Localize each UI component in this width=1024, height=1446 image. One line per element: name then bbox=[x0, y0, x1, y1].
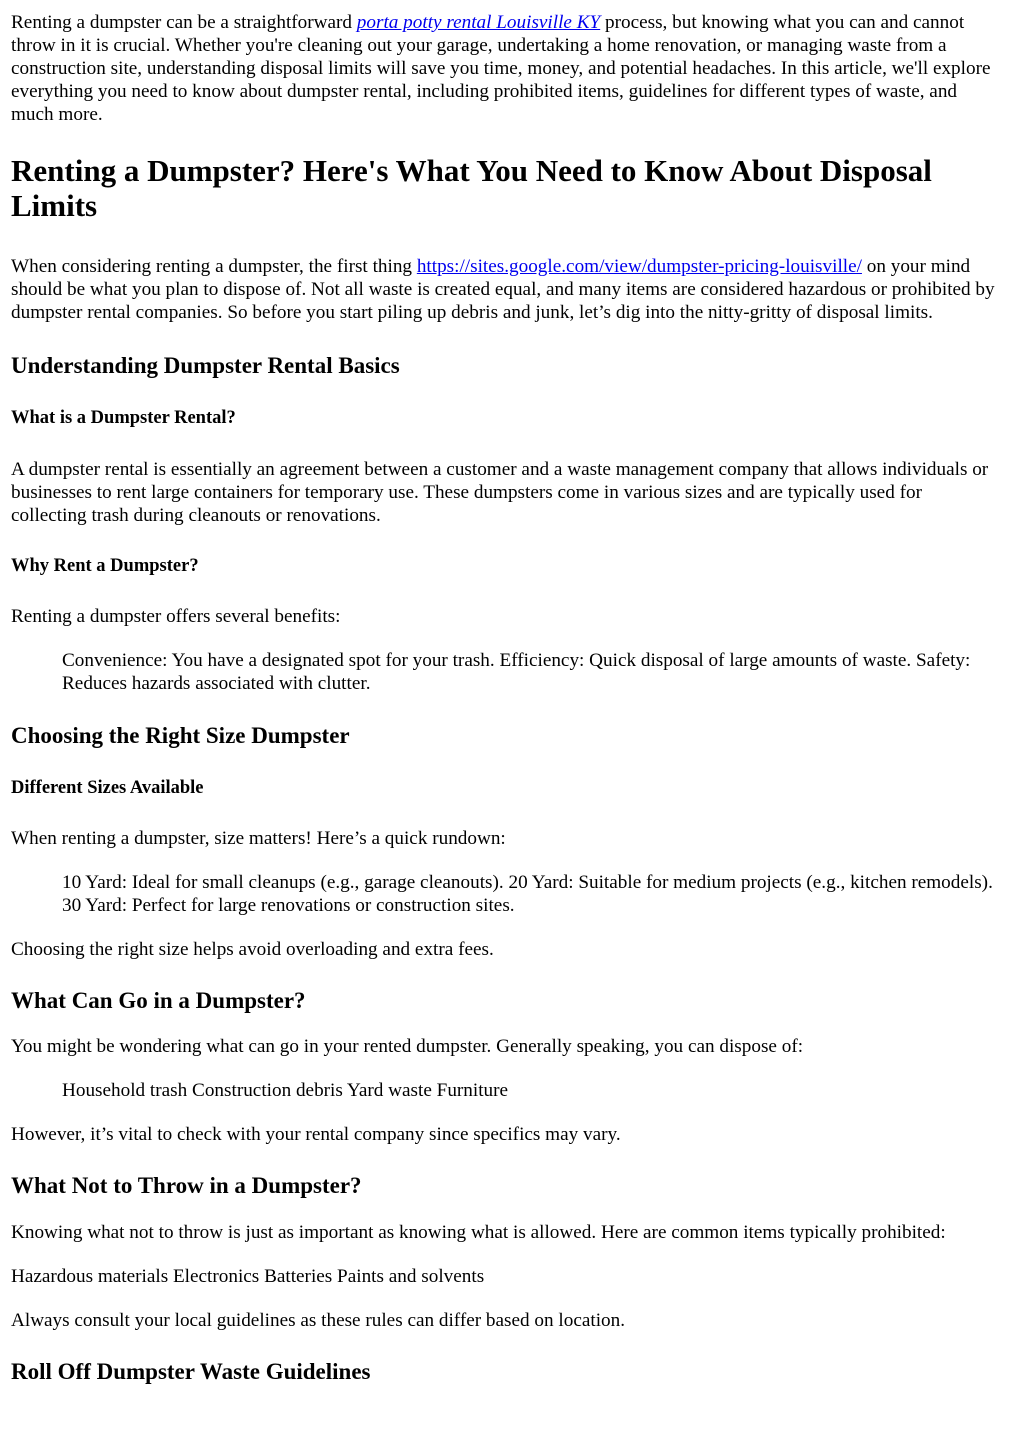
rolloff-heading: Roll Off Dumpster Waste Guidelines bbox=[11, 1359, 371, 1384]
prohibited-list: Hazardous materials Electronics Batteries Paints and solvents bbox=[11, 1266, 485, 1287]
dumpster-pricing-link[interactable]: https://sites.google.com/view/dumpster-pricing-louisville/ bbox=[416, 256, 862, 277]
allowed-note-paragraph: However, it’s vital to check with your rental company since specifics may vary. bbox=[11, 1124, 621, 1145]
intro-text-before-link: Renting a dumpster can be a straightforward bbox=[11, 12, 357, 33]
sizes-list: 10 Yard: Ideal for small cleanups (e.g., garage cleanouts). 20 Yard: Suitable for medium projects (e.g., kitchen remodels). 30 Yard: Perfect for large renovations or construction sites. bbox=[62, 872, 993, 916]
allowed-heading: What Can Go in a Dumpster? bbox=[11, 988, 306, 1013]
porta-potty-link[interactable]: porta potty rental Louisville KY bbox=[356, 12, 601, 33]
considering-paragraph bbox=[11, 255, 1001, 324]
what-is-paragraph: A dumpster rental is essentially an agreement between a customer and a waste management company that allows individuals or businesses to rent large containers for temporary use. These dumpsters come in various sizes and are typically used for collecting trash during cleanouts or renovations. bbox=[11, 459, 989, 526]
prohibited-intro-paragraph: Knowing what not to throw is just as important as knowing what is allowed. Here are common items typically prohibited: bbox=[11, 1222, 946, 1243]
why-rent-paragraph: Renting a dumpster offers several benefits: bbox=[11, 606, 341, 627]
benefits-list: Convenience: You have a designated spot for your trash. Efficiency: Quick disposal of large amounts of waste. Safety: Reduces hazards associated with clutter. bbox=[62, 650, 971, 694]
allowed-intro-paragraph: You might be wondering what can go in your rented dumpster. Generally speaking, you can dispose of: bbox=[11, 1036, 804, 1057]
why-rent-heading: Why Rent a Dumpster? bbox=[11, 556, 199, 576]
sizes-tip-paragraph: Choosing the right size helps avoid overloading and extra fees. bbox=[11, 939, 494, 960]
allowed-list: Household trash Construction debris Yard waste Furniture bbox=[62, 1080, 509, 1101]
intro-paragraph bbox=[11, 11, 1001, 126]
main-title: Renting a Dumpster? Here's What You Need to Know About Disposal Limits bbox=[11, 153, 932, 223]
sizes-available-heading: Different Sizes Available bbox=[11, 778, 204, 798]
prohibited-note-paragraph: Always consult your local guidelines as these rules can differ based on location. bbox=[11, 1310, 626, 1331]
intro-text-after-link: process, but knowing what you can and cannot throw in it is crucial. Whether you're cleaning out your garage, undertaking a home renovation, or managing waste from a construction site, understanding disposal limits will save you time, money, and potential headaches. In this article, we'll explore everything you need to know about dumpster rental, including prohibited items, guidelines for different types of waste, and much more. bbox=[11, 12, 991, 125]
choosing-size-heading: Choosing the Right Size Dumpster bbox=[11, 723, 350, 748]
what-is-heading: What is a Dumpster Rental? bbox=[11, 408, 236, 428]
considering-text-after-link: on your mind should be what you plan to dispose of. Not all waste is created equal, and many items are considered hazardous or prohibited by dumpster rental companies. So before you start piling up debris and junk, let’s dig into the nitty-gritty of disposal limits. bbox=[11, 256, 995, 323]
sizes-intro-paragraph: When renting a dumpster, size matters! Here’s a quick rundown: bbox=[11, 828, 506, 849]
basics-heading: Understanding Dumpster Rental Basics bbox=[11, 353, 400, 378]
considering-text-before-link: When considering renting a dumpster, the first thing bbox=[11, 256, 417, 277]
prohibited-heading: What Not to Throw in a Dumpster? bbox=[11, 1173, 362, 1198]
